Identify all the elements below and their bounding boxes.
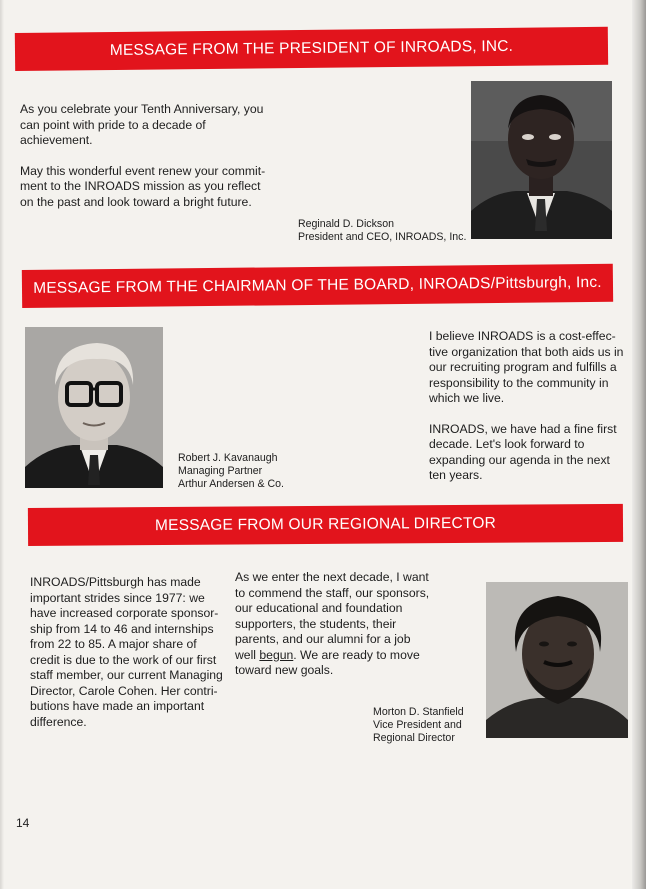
text-line: credit is due to the work of our first: [30, 652, 217, 667]
caption-line: Reginald D. Dickson: [298, 218, 394, 230]
chairman-message-banner: MESSAGE FROM THE CHAIRMAN OF THE BOARD, INROADS/Pittsburgh, Inc.: [22, 264, 613, 308]
president-message-text: [20, 102, 280, 210]
text-line: butions have made an important: [30, 699, 205, 713]
kavanaugh-portrait-photo: [25, 327, 163, 488]
text-line: INROADS, we have had a fine first: [429, 421, 617, 436]
text-line: expanding our agenda in the next: [429, 452, 610, 467]
text-line: parents, and our alumni for a job: [235, 632, 411, 646]
caption-line: Vice President and: [373, 719, 462, 731]
dickson-portrait-photo: [471, 81, 612, 239]
stanfield-caption: [373, 706, 493, 745]
text-line: can point with pride to a decade of: [20, 117, 206, 132]
text-line: achievement.: [20, 133, 93, 147]
text-line: tive organization that both aids us in: [429, 344, 624, 359]
president-message-banner: MESSAGE FROM THE PRESIDENT OF INROADS, INC.: [15, 27, 608, 71]
text-line: toward new goals.: [235, 663, 334, 677]
text-line: which we live.: [429, 391, 505, 405]
text-line: May this wonderful event renew your commit-: [20, 163, 266, 178]
text-line: As you celebrate your Tenth Anniversary, you: [20, 102, 264, 116]
regional-director-message-banner: MESSAGE FROM OUR REGIONAL DIRECTOR: [28, 504, 623, 546]
text-line: I believe INROADS is a cost-effec-: [429, 329, 616, 343]
text-line: from 22 to 85. A major share of: [30, 637, 197, 651]
text-line: have increased corporate sponsor-: [30, 606, 219, 620]
text-line: As we enter the next decade, I want: [235, 570, 429, 584]
text-line: supporters, the students, their: [235, 616, 397, 631]
text-line: decade. Let's look forward to: [429, 437, 585, 451]
text-line: INROADS/Pittsburgh has made: [30, 575, 201, 589]
text-line: difference.: [30, 714, 87, 729]
caption-line: Regional Director: [373, 732, 455, 744]
dickson-caption: [298, 218, 473, 244]
caption-line: Robert J. Kavanaugh: [178, 452, 278, 464]
text-line: on the past and look toward a bright future.: [20, 194, 252, 209]
kavanaugh-caption: [178, 452, 328, 491]
caption-line: Morton D. Stanfield: [373, 706, 464, 718]
text-line: ship from 14 to 46 and internships: [30, 621, 214, 636]
regional-director-column-1: [30, 575, 235, 730]
caption-line: Arthur Andersen & Co.: [178, 478, 284, 490]
regional-director-column-2: [235, 570, 445, 679]
caption-line: Managing Partner: [178, 465, 263, 477]
text-line: ten years.: [429, 468, 483, 482]
page-binding-shadow: [632, 0, 646, 889]
caption-line: President and CEO, INROADS, Inc.: [298, 231, 467, 243]
text-line: ment to the INROADS mission as you reflect: [20, 179, 261, 193]
text-line: our recruiting program and fulfills a: [429, 360, 617, 374]
page-number: 14: [16, 816, 30, 830]
chairman-message-text: [429, 329, 629, 484]
text-line: our educational and foundation: [235, 601, 403, 615]
stanfield-portrait-photo: [486, 582, 628, 738]
text-line: staff member, our current Managing: [30, 668, 223, 682]
text-line: to commend the staff, our sponsors,: [235, 585, 430, 600]
text-fragment: . We are ready to move: [293, 647, 420, 662]
page-left-edge: [0, 0, 4, 889]
text-line: [235, 648, 445, 664]
text-line: responsibility to the community in: [429, 375, 609, 390]
text-line: Director, Carole Cohen. Her contri-: [30, 683, 218, 698]
text-line: important strides since 1977: we: [30, 590, 205, 605]
text-fragment: well: [235, 647, 260, 662]
underlined-word: begun: [259, 647, 294, 662]
